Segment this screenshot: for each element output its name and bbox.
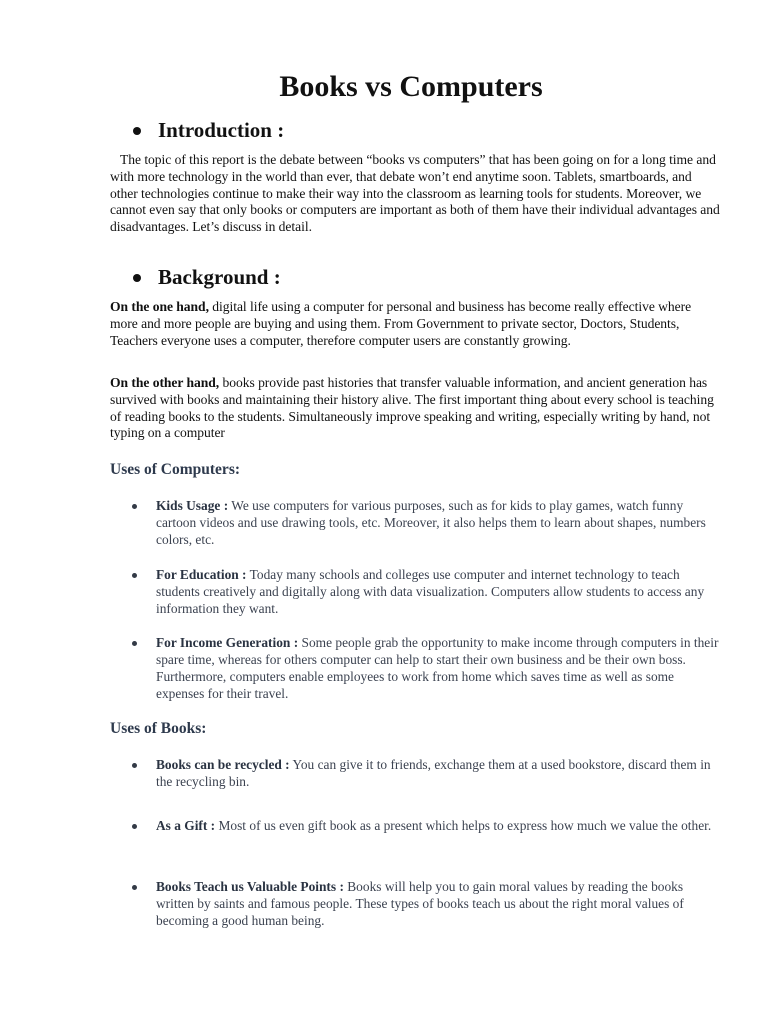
uses-of-computers-heading: Uses of Computers: <box>110 461 241 478</box>
background-lead-1: On the one hand, <box>110 299 209 314</box>
list-item <box>132 878 722 929</box>
list-item-text: Today many schools and colleges use computer and internet technology to teach students creatively and digitally along with data visualization. Computers allow students to access any information they want. <box>156 567 705 616</box>
background-paragraph-2 <box>110 375 720 442</box>
list-item-text: Most of us even gift book as a present which helps to express how much we value the other. <box>215 818 712 833</box>
list-item <box>132 497 722 548</box>
bullet-icon <box>132 504 137 509</box>
list-item <box>132 634 722 702</box>
bullet-icon <box>132 763 137 768</box>
introduction-heading <box>134 117 284 143</box>
list-item-body <box>156 634 722 702</box>
document-title: Books vs Computers <box>279 70 543 103</box>
list-item <box>132 817 722 834</box>
list-item-label: Books can be recycled : <box>156 757 290 772</box>
background-heading <box>134 264 281 290</box>
list-item-text: We use computers for various purposes, such as for kids to play games, watch funny cartoon videos and use drawing tools, etc. Moreover, it also helps them to learn about shapes, numbers colors, etc. <box>156 498 706 547</box>
bullet-icon <box>132 824 137 829</box>
list-item-body <box>156 756 722 790</box>
list-item-label: As a Gift : <box>156 818 216 833</box>
introduction-paragraph: The topic of this report is the debate between “books vs computers” that has been going on for a long time and with more technology in the world than ever, that debate won’t end anytime soon. Tablets, smartboards, and other technologies continue to make their way into the classroom as learning tools for students. Moreover, we cannot even say that only books or computers are important as both of them have their individual advantages and disadvantages. Let’s discuss in detail. <box>110 152 720 235</box>
list-item-label: For Income Generation : <box>156 635 299 650</box>
list-item-body <box>156 878 722 929</box>
bullet-icon <box>132 573 137 578</box>
list-item <box>132 566 722 617</box>
introduction-heading-text: Introduction : <box>158 118 285 142</box>
list-item-body <box>156 566 722 617</box>
list-item-label: For Education : <box>156 567 247 582</box>
background-heading-text: Background : <box>158 265 281 289</box>
list-item-text: Books will help you to gain moral values by reading the books written by saints and famous people. These types of books teach us about the right moral values of becoming a good human being. <box>156 879 684 928</box>
bullet-icon <box>132 885 137 890</box>
background-text-1: digital life using a computer for personal and business has become really effective where more and more people are buying and using them. From Government to private sector, Doctors, Students, Teachers everyone uses a computer, therefore computer users are constantly growing. <box>110 299 692 348</box>
background-text-2: books provide past histories that transfer valuable information, and ancient generation has survived with books and maintaining their history alive. The first important thing about every school is teaching of reading books to the students. Simultaneously improve speaking and writing, especially writing by hand, not typing on a computer <box>110 375 714 441</box>
list-item-label: Books Teach us Valuable Points : <box>156 879 344 894</box>
background-lead-2: On the other hand, <box>110 375 220 390</box>
list-item-text: Some people grab the opportunity to make income through computers in their spare time, whereas for others computer can help to start their own business and be their own boss. Furthermore, computers enable employees to work from home which saves time as well as some expenses for their travel. <box>156 635 719 701</box>
list-item-label: Kids Usage : <box>156 498 229 513</box>
bullet-icon <box>132 641 137 646</box>
background-paragraph-1 <box>110 299 720 349</box>
list-item-body <box>156 817 722 834</box>
list-item-body <box>156 497 722 548</box>
uses-of-books-heading: Uses of Books: <box>110 720 207 737</box>
list-item <box>132 756 722 790</box>
list-item-text: You can give it to friends, exchange them at a used bookstore, discard them in the recycling bin. <box>156 757 711 789</box>
